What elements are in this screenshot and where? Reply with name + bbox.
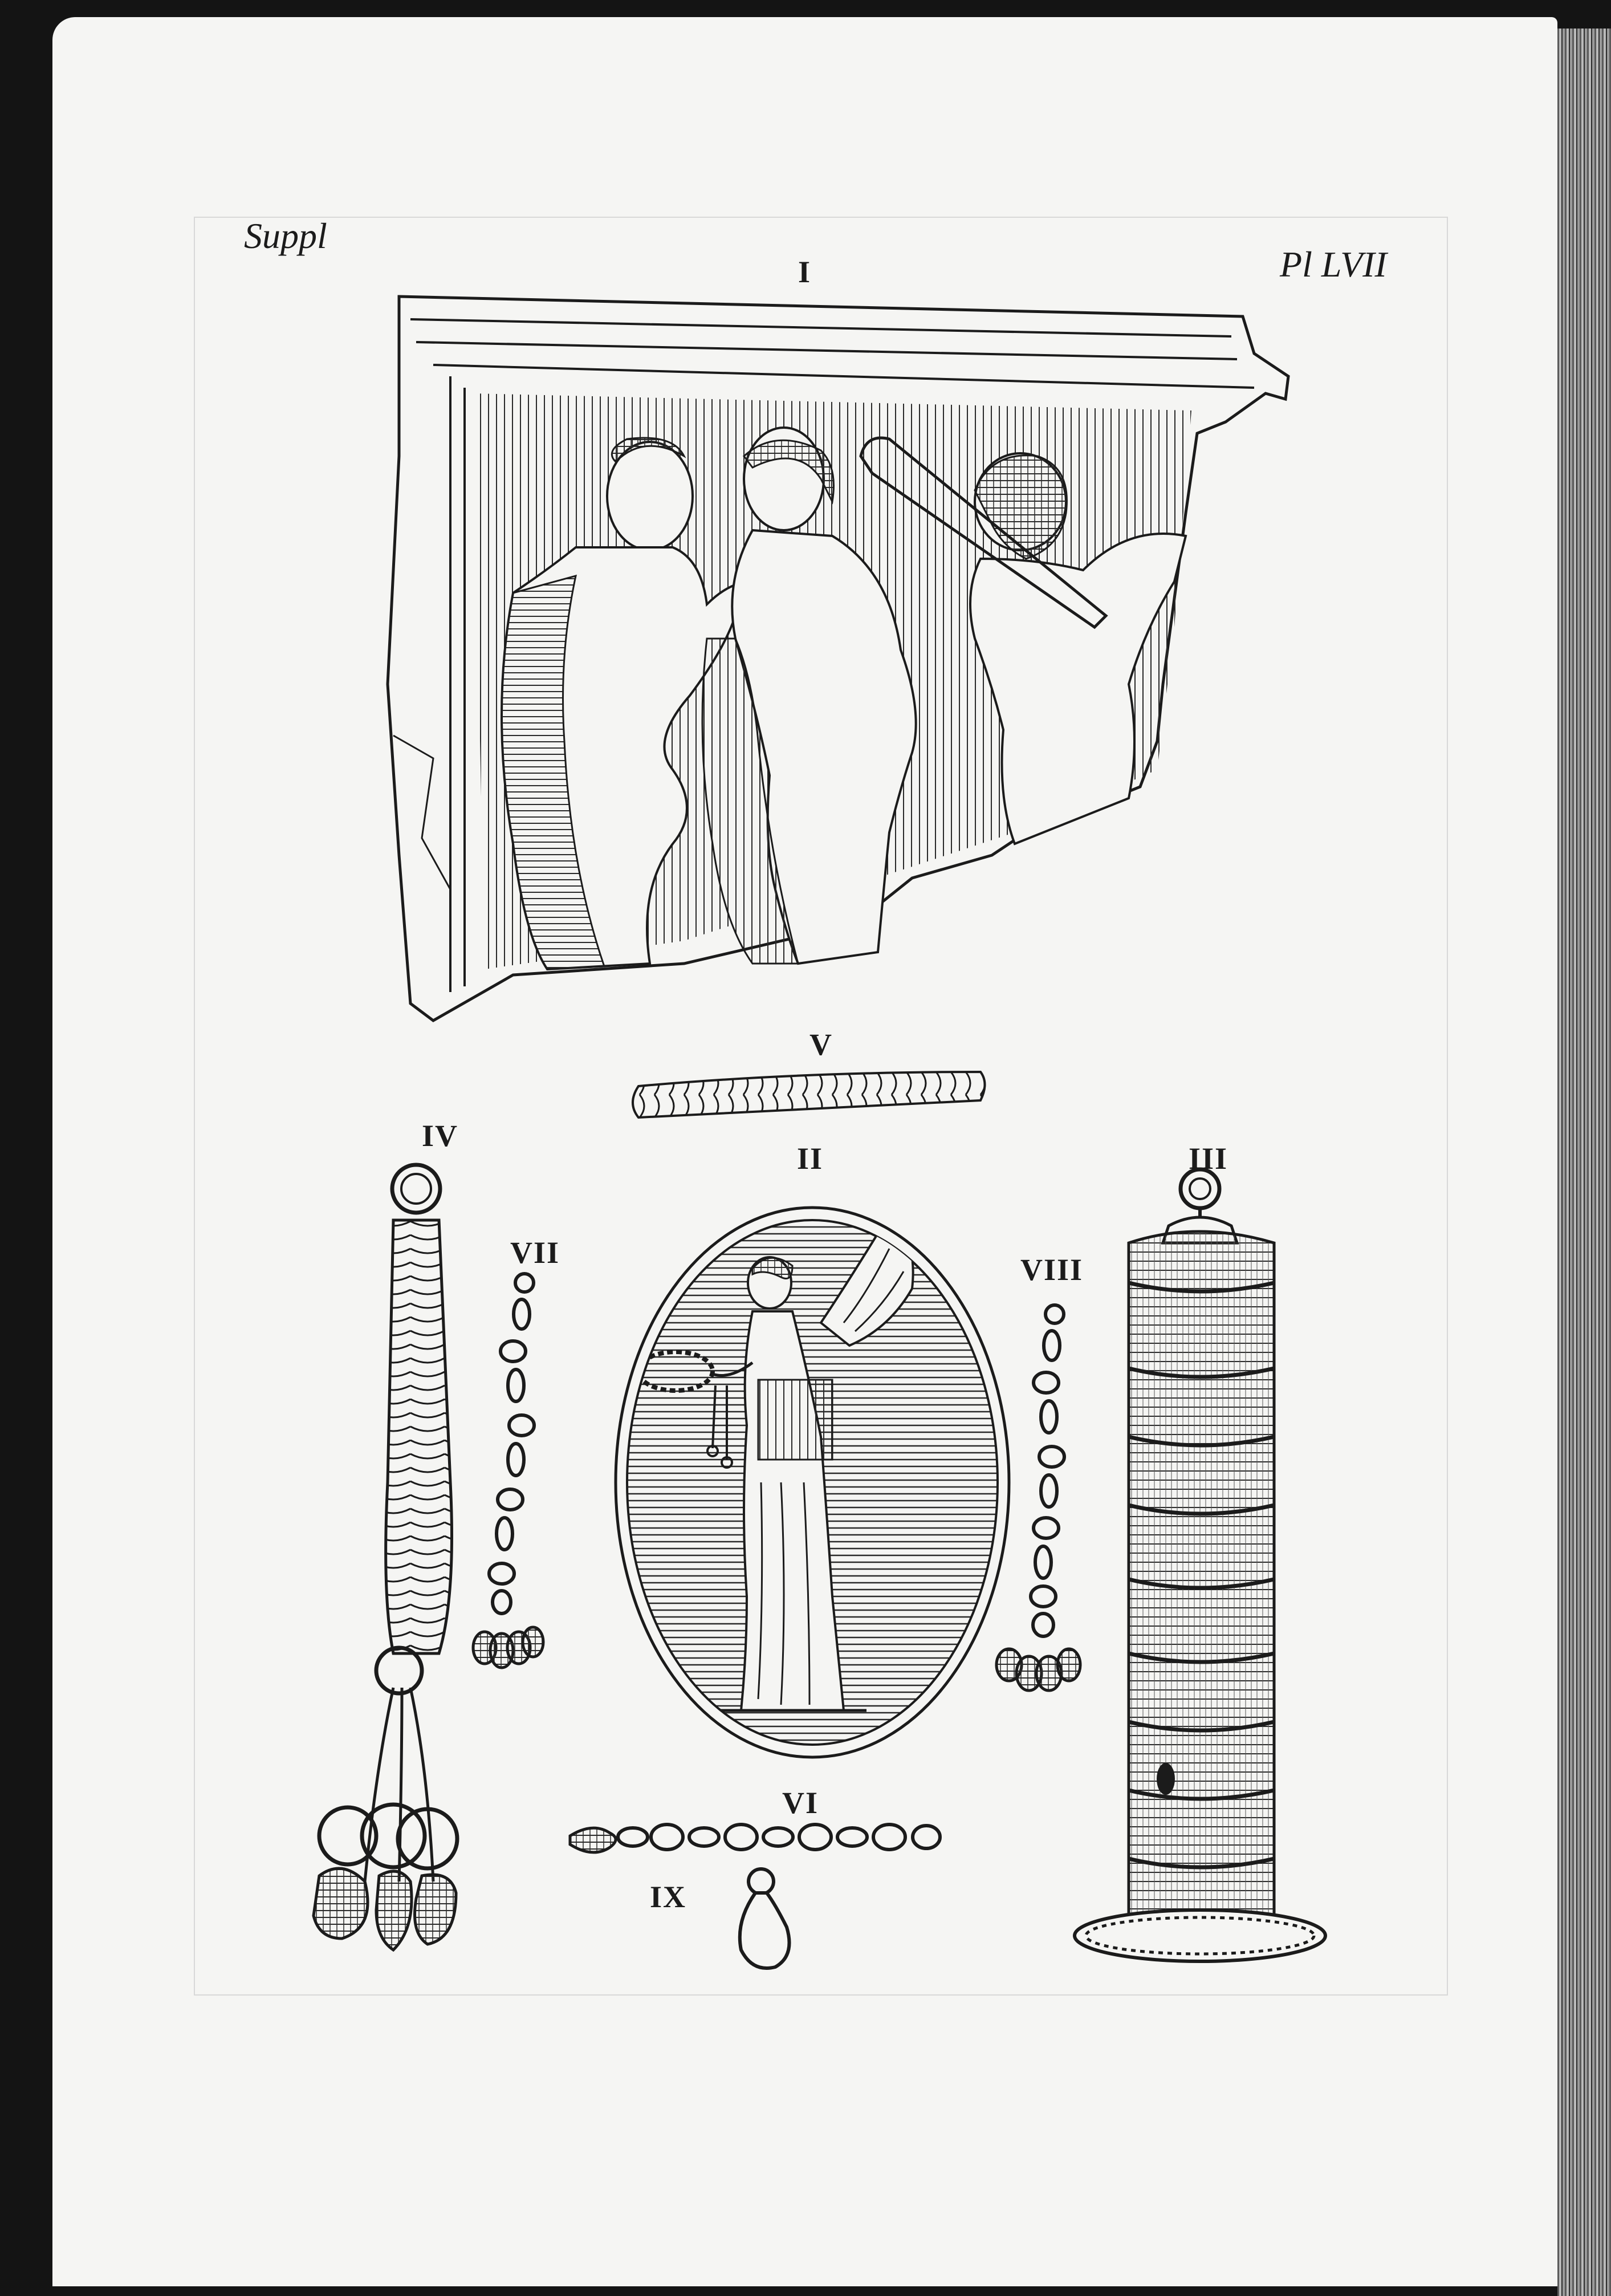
figure-label-iv: IV xyxy=(422,1119,459,1153)
plate-number: Pl LVII xyxy=(1280,244,1387,285)
figure-label-v: V xyxy=(809,1027,833,1062)
figure-label-i: I xyxy=(798,255,812,289)
figure-label-viii: VIII xyxy=(1020,1253,1084,1287)
figure-label-ii: II xyxy=(797,1141,824,1176)
figure-label-iii: III xyxy=(1189,1141,1228,1176)
figure-label-ix: IX xyxy=(650,1880,687,1914)
figure-label-vi: VI xyxy=(782,1786,819,1820)
corner-label-left: Suppl xyxy=(244,216,327,256)
figure-label-vii: VII xyxy=(510,1236,560,1270)
